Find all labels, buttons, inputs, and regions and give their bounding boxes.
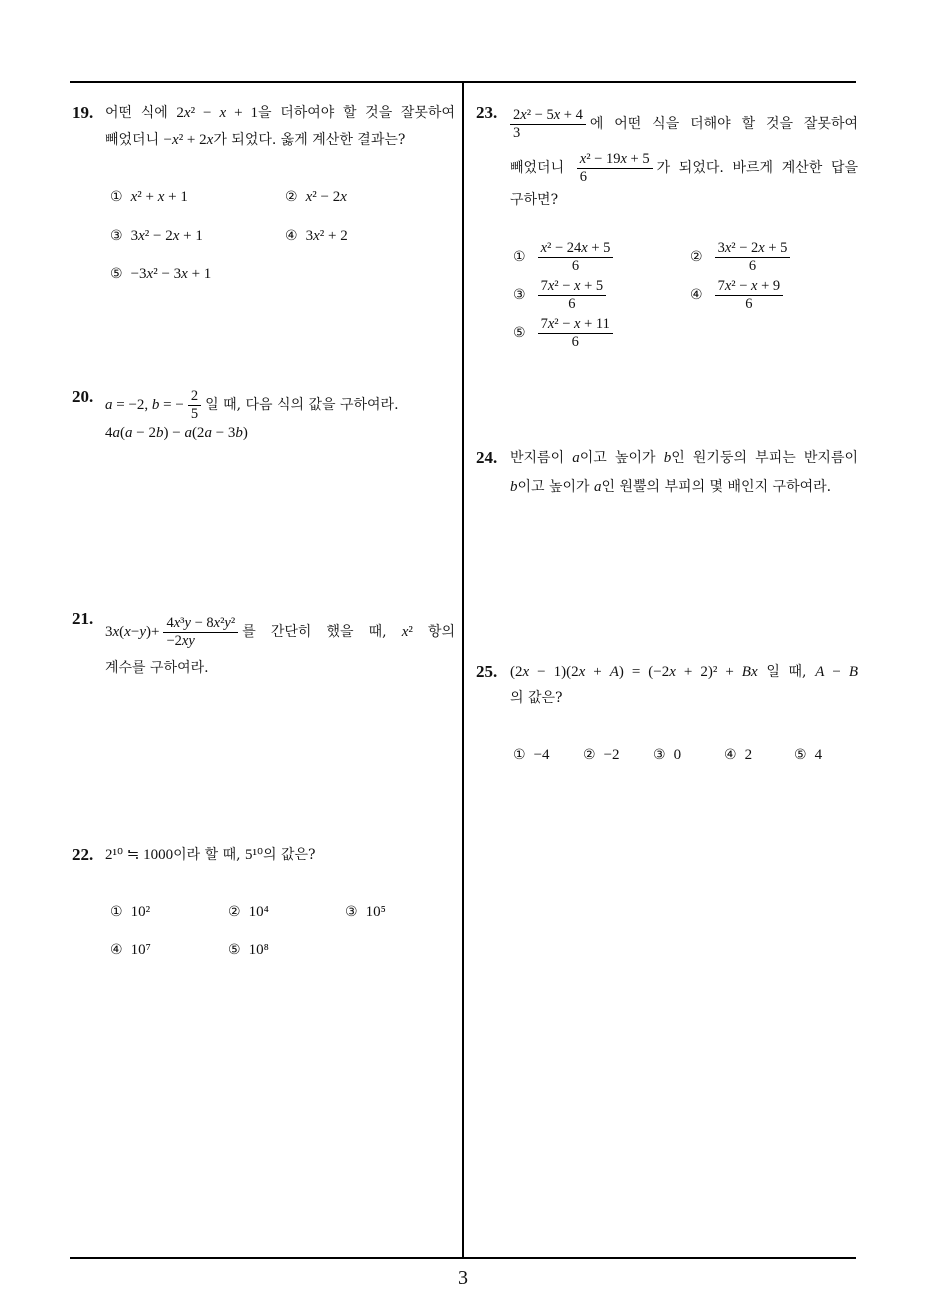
q24-text: 반지름이 (510, 450, 573, 466)
fraction-denominator: −2xy (163, 632, 238, 650)
q19-text: 빼었더니 (105, 132, 164, 148)
fraction-numerator: 7x² − x + 5 (540, 277, 604, 294)
fraction-numerator: 2 (190, 387, 199, 404)
q19-choice-5 (110, 263, 211, 285)
q22-number: 22. (72, 845, 94, 864)
choice-mark: ④ (285, 228, 298, 244)
fraction-numerator: 7x² − x + 11 (540, 315, 610, 332)
choice-expression: 4 (814, 747, 823, 763)
q25-text: 의 값은? (510, 690, 563, 706)
choice-expression: −3x² − 3x + 1 (130, 266, 212, 282)
q23-number: 23. (476, 103, 498, 122)
choice-expression: 0 (673, 747, 682, 763)
choice-expression: 3x² − 2x + 1 (130, 228, 203, 244)
fraction-denominator: 6 (715, 257, 791, 275)
q20-number: 20. (72, 387, 94, 406)
q24-text: 이고 높이가 (579, 450, 664, 466)
q22-choice-3 (345, 901, 386, 923)
q20-stem-line-1 (105, 386, 399, 424)
choice-mark: ① (513, 249, 526, 265)
choice-expression: 10² (130, 904, 151, 920)
choice-fraction (538, 278, 607, 313)
fraction-numerator: x² − 24x + 5 (540, 239, 611, 256)
choice-mark: ② (583, 747, 596, 763)
choice-mark: ① (513, 747, 526, 763)
q22-choice-2 (228, 901, 269, 923)
q22-choice-5 (228, 939, 269, 961)
choice-expression: −4 (533, 747, 550, 763)
q22-text: 이라 할 때, (173, 847, 245, 863)
choice-mark: ② (285, 189, 298, 205)
q24-text: 인 원뿔의 부피의 몇 배인지 구하여라. (601, 479, 832, 495)
choice-fraction (538, 316, 613, 351)
bottom-rule (70, 1257, 856, 1259)
q23-stem-line-2 (510, 149, 858, 187)
q23-choice-3 (513, 276, 610, 314)
choice-mark: ③ (345, 904, 358, 920)
choice-mark: ③ (513, 287, 526, 303)
choice-fraction (715, 240, 791, 275)
choice-mark: ① (110, 904, 123, 920)
q22-choice-4 (110, 939, 151, 961)
q24-variable: a (572, 450, 580, 466)
q19-choice-3 (110, 225, 203, 247)
fraction-numerator: 4x³y − 8x²y² (166, 614, 236, 631)
q24-number: 24. (476, 448, 498, 467)
q24-stem-line-2 (510, 476, 831, 498)
q19-stem-line-1 (105, 102, 455, 124)
q23-stem-line-3 (510, 189, 558, 211)
q23-stem-line-1 (510, 105, 858, 143)
q25-number: 25. (476, 662, 498, 681)
choice-mark: ② (690, 249, 703, 265)
choice-mark: ① (110, 189, 123, 205)
choice-mark: ④ (110, 942, 123, 958)
fraction-denominator: 3 (510, 124, 586, 142)
fraction-denominator: 5 (188, 405, 201, 423)
fraction-numerator: 7x² − x + 9 (717, 277, 781, 294)
q20-stem-line-2 (105, 422, 248, 444)
q21-fraction (163, 615, 238, 650)
choice-mark: ④ (690, 287, 703, 303)
q25-choice-2 (583, 744, 620, 766)
q22-choice-1 (110, 901, 150, 923)
q24-variable: a (594, 479, 602, 495)
page-number: 3 (458, 1267, 468, 1289)
q21-text: 를 간단히 했을 때, (242, 624, 402, 640)
q21-expression: 3x(x−y)+ (105, 624, 160, 640)
choice-mark: ③ (653, 747, 666, 763)
q25-choice-4 (724, 744, 752, 766)
q19-choice-4 (285, 225, 348, 247)
q23-text: 에 어떤 식을 더해야 할 것을 잘못하여 (589, 116, 858, 132)
q24-text: 이고 높이가 (517, 479, 595, 495)
choice-expression: −2 (603, 747, 620, 763)
q25-choice-1 (513, 744, 550, 766)
fraction-numerator: 3x² − 2x + 5 (717, 239, 788, 256)
q19-text: 어떤 식에 (105, 105, 177, 121)
q24-variable: b (663, 450, 672, 466)
q23-choice-5 (513, 314, 617, 352)
choice-mark: ④ (724, 747, 737, 763)
choice-expression: 10⁵ (365, 904, 386, 920)
q21-stem-line-2 (105, 657, 209, 679)
q22-text: 의 값은? (263, 847, 316, 863)
q19-text: 을 더하여야 할 것을 잘못하여 (258, 105, 455, 121)
q21-expression: x² (401, 624, 413, 640)
q21-number: 21. (72, 609, 94, 628)
fraction-denominator: 6 (715, 295, 784, 313)
q20-expression: a = −2, b = − (105, 397, 184, 413)
q23-fraction (577, 151, 653, 186)
q24-text: 인 원기둥의 부피는 반지름이 (671, 450, 858, 466)
q25-expression: A − B (815, 664, 858, 680)
fraction-denominator: 6 (577, 168, 653, 186)
choice-expression: x² + x + 1 (130, 189, 188, 205)
choice-fraction (715, 278, 784, 313)
q23-text: 구하면? (510, 192, 559, 208)
choice-expression: 3x² + 2 (305, 228, 348, 244)
choice-mark: ③ (110, 228, 123, 244)
q23-fraction (510, 107, 586, 142)
choice-mark: ⑤ (110, 266, 123, 282)
q23-choice-1 (513, 238, 617, 276)
q19-number: 19. (72, 103, 94, 122)
q24-stem-line-1 (510, 447, 858, 469)
fraction-denominator: 6 (538, 333, 613, 351)
q25-expression: (2x − 1)(2x + A) = (−2x + 2)² + Bx (510, 664, 758, 680)
choice-expression: 10⁴ (248, 904, 269, 920)
q19-text: 가 되었다. 옳게 계산한 결과는? (213, 132, 406, 148)
q21-stem-line-1 (105, 613, 455, 651)
choice-expression: 10⁸ (248, 942, 269, 958)
q22-expression: 2¹⁰ ≒ 1000 (105, 847, 174, 863)
q25-stem-line-2 (510, 687, 563, 709)
choice-expression: 10⁷ (130, 942, 151, 958)
q19-expression: 2x² − x + 1 (176, 105, 259, 121)
fraction-denominator: 6 (538, 295, 607, 313)
fraction-numerator: x² − 19x + 5 (579, 150, 650, 167)
choice-expression: x² − 2x (305, 189, 347, 205)
q20-fraction (188, 388, 201, 423)
q25-text: 일 때, (757, 664, 816, 680)
q22-expression: 5¹⁰ (245, 847, 264, 863)
q24-variable: b (510, 479, 518, 495)
choice-mark: ⑤ (794, 747, 807, 763)
column-divider (462, 82, 464, 1258)
q21-text: 계수를 구하여라. (105, 660, 209, 676)
q19-expression: −x² + 2x (163, 132, 214, 148)
q19-choice-2 (285, 186, 347, 208)
choice-mark: ⑤ (228, 942, 241, 958)
choice-expression: 2 (744, 747, 753, 763)
q25-choice-5 (794, 744, 822, 766)
q25-choice-3 (653, 744, 681, 766)
choice-fraction (538, 240, 614, 275)
q20-expression: 4a(a − 2b) − a(2a − 3b) (105, 425, 248, 441)
fraction-denominator: 6 (538, 257, 614, 275)
q23-choice-2 (690, 238, 794, 276)
q21-text: 항의 (412, 624, 455, 640)
choice-mark: ② (228, 904, 241, 920)
q23-text: 빼었더니 (510, 160, 573, 176)
q25-stem-line-1 (510, 661, 858, 683)
q23-choice-4 (690, 276, 787, 314)
fraction-numerator: 2x² − 5x + 4 (513, 106, 583, 123)
choice-mark: ⑤ (513, 325, 526, 341)
q22-stem-line-1 (105, 844, 316, 866)
q20-text: 일 때, 다음 식의 값을 구하여라. (205, 397, 399, 413)
q23-text: 가 되었다. 바르게 계산한 답을 (656, 160, 858, 176)
q19-stem-line-2 (105, 129, 405, 151)
q19-choice-1 (110, 186, 188, 208)
